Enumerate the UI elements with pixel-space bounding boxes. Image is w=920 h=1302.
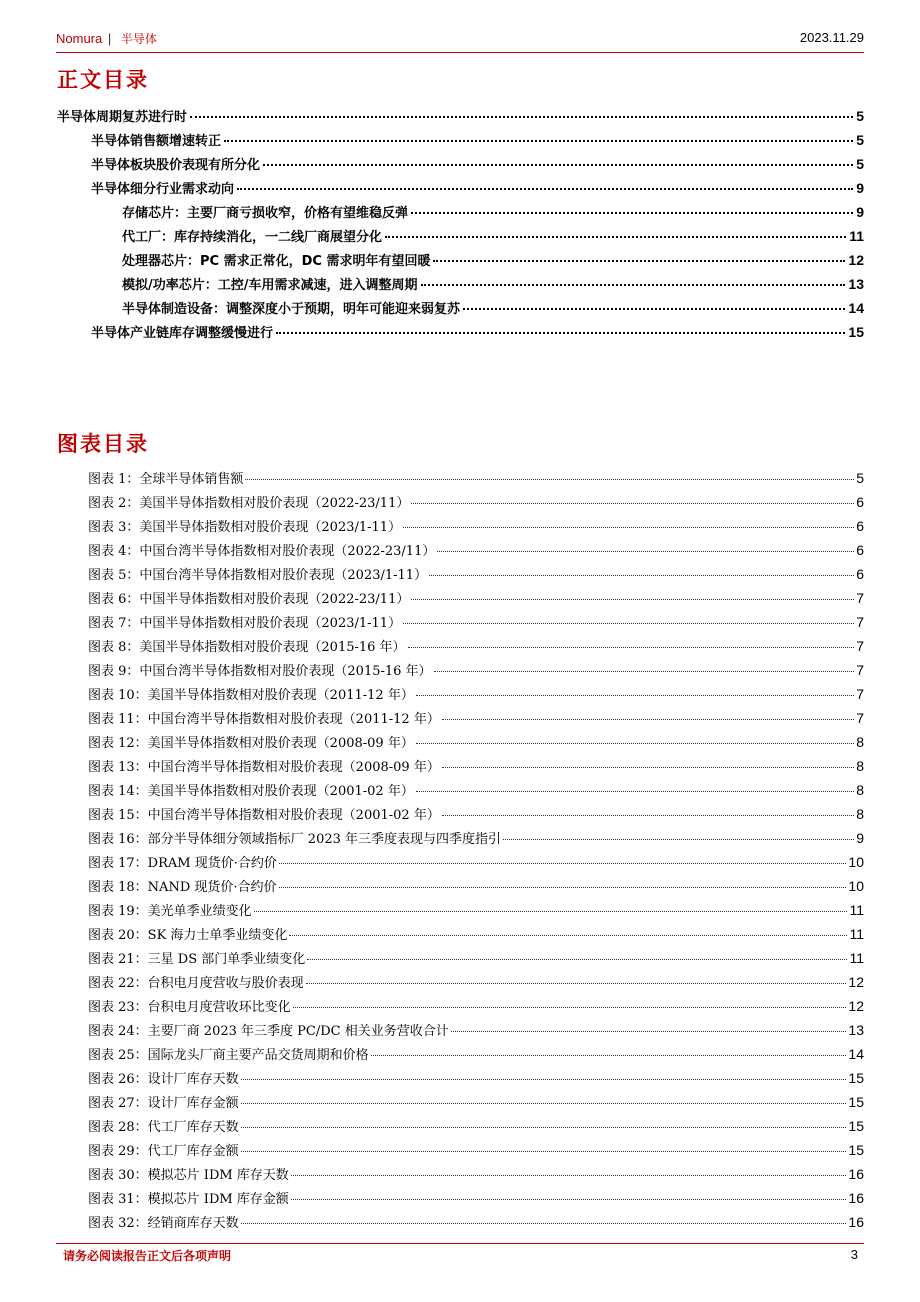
toc-entry[interactable] — [57, 106, 864, 126]
dot-leader — [411, 212, 853, 214]
toc-entry-page: 5 — [856, 156, 864, 172]
figure-entry[interactable] — [88, 1068, 864, 1088]
dot-leader — [241, 1223, 847, 1224]
dot-leader — [416, 743, 854, 744]
dot-leader — [371, 1055, 847, 1056]
figure-entry-label: 图表 2：美国半导体指数相对股价表现（2022-23/11） — [88, 496, 410, 511]
figure-entry-label: 图表 12：美国半导体指数相对股价表现（2008-09 年） — [88, 736, 414, 751]
toc-entry-label: 半导体板块股价表现有所分化 — [91, 158, 261, 173]
figure-entry-label: 图表 31：模拟芯片 IDM 库存金额 — [88, 1192, 289, 1207]
figure-entry-label: 图表 24：主要厂商 2023 年三季度 PC/DC 相关业务营收合计 — [88, 1024, 449, 1039]
figure-entry-page: 10 — [848, 854, 864, 870]
figure-entry-page: 15 — [848, 1094, 864, 1110]
figure-entry[interactable] — [88, 516, 864, 536]
dot-leader — [254, 911, 848, 912]
figure-entry-page: 12 — [848, 974, 864, 990]
figure-entry-label: 图表 28：代工厂库存天数 — [88, 1120, 239, 1135]
dot-leader — [307, 959, 847, 960]
dot-leader — [245, 479, 854, 480]
figure-entry-page: 6 — [856, 566, 864, 582]
toc-entry[interactable] — [122, 298, 864, 318]
figure-entry-page: 15 — [848, 1142, 864, 1158]
figure-entry-page: 8 — [856, 758, 864, 774]
dot-leader — [190, 116, 853, 118]
figure-entry-label: 图表 27：设计厂库存金额 — [88, 1096, 239, 1111]
toc-entry-label: 处理器芯片：PC 需求正常化，DC 需求明年有望回暖 — [122, 254, 431, 269]
figure-entry-label: 图表 5：中国台湾半导体指数相对股价表现（2023/1-11） — [88, 568, 428, 583]
figure-entry-page: 6 — [856, 494, 864, 510]
figure-entry[interactable] — [88, 708, 864, 728]
toc-entry-label: 存储芯片：主要厂商亏损收窄，价格有望维稳反弹 — [122, 206, 409, 221]
figure-entry[interactable] — [88, 660, 864, 680]
toc-entry[interactable] — [122, 250, 864, 270]
header-left — [56, 30, 157, 47]
figure-entry-label: 图表 32：经销商库存天数 — [88, 1216, 239, 1231]
figure-entry-label: 图表 6：中国半导体指数相对股价表现（2022-23/11） — [88, 592, 410, 607]
dot-leader — [276, 332, 845, 334]
figure-entry[interactable] — [88, 564, 864, 584]
dot-leader — [411, 503, 854, 504]
figure-entry-page: 11 — [849, 950, 864, 966]
dot-leader — [429, 575, 854, 576]
dot-leader — [442, 767, 854, 768]
header-separator: | — [107, 31, 112, 46]
figure-entry-page: 15 — [848, 1118, 864, 1134]
figure-entry-page: 6 — [856, 542, 864, 558]
toc-entry-page: 5 — [856, 108, 864, 124]
dot-leader — [291, 1175, 847, 1176]
dot-leader — [237, 188, 853, 190]
figure-entry-page: 8 — [856, 806, 864, 822]
page-number: 3 — [850, 1247, 858, 1262]
figure-entry-label: 图表 15：中国台湾半导体指数相对股价表现（2001-02 年） — [88, 808, 440, 823]
figure-entry-page: 13 — [848, 1022, 864, 1038]
dot-leader — [463, 308, 845, 310]
dot-leader — [416, 791, 854, 792]
figure-entry[interactable] — [88, 852, 864, 872]
figure-entry[interactable] — [88, 1212, 864, 1232]
figure-entry-page: 8 — [856, 734, 864, 750]
figure-entry[interactable] — [88, 612, 864, 632]
figure-entry[interactable] — [88, 1116, 864, 1136]
figure-entry[interactable] — [88, 1140, 864, 1160]
figure-entry-label: 图表 11：中国台湾半导体指数相对股价表现（2011-12 年） — [88, 712, 440, 727]
figure-entry-label: 图表 13：中国台湾半导体指数相对股价表现（2008-09 年） — [88, 760, 440, 775]
toc-entry[interactable] — [122, 274, 864, 294]
dot-leader — [241, 1127, 847, 1128]
toc-entry-page: 11 — [849, 228, 864, 244]
figure-entry-page: 7 — [856, 662, 864, 678]
figure-entry-label: 图表 19：美光单季业绩变化 — [88, 904, 252, 919]
figures-title: 图表目录 — [57, 432, 149, 456]
dot-leader — [442, 815, 854, 816]
dot-leader — [224, 140, 853, 142]
dot-leader — [279, 887, 847, 888]
toc-entry-page: 9 — [856, 204, 864, 220]
figure-entry[interactable] — [88, 636, 864, 656]
dot-leader — [451, 1031, 847, 1032]
figure-entry[interactable] — [88, 588, 864, 608]
figure-entry-page: 11 — [849, 926, 864, 942]
dot-leader — [408, 647, 855, 648]
figure-entry-page: 15 — [848, 1070, 864, 1086]
figure-entry-label: 图表 18：NAND 现货价·合约价 — [88, 880, 277, 895]
toc-entry[interactable] — [91, 154, 864, 174]
figure-entry[interactable] — [88, 468, 864, 488]
figure-entry[interactable] — [88, 1092, 864, 1112]
dot-leader — [403, 623, 854, 624]
toc-entry-label: 半导体产业链库存调整缓慢进行 — [91, 326, 274, 341]
dot-leader — [306, 983, 847, 984]
figure-entry-label: 图表 26：设计厂库存天数 — [88, 1072, 239, 1087]
figure-entry-page: 16 — [848, 1214, 864, 1230]
toc-entry-label: 半导体细分行业需求动向 — [91, 182, 235, 197]
dot-leader — [263, 164, 853, 166]
dot-leader — [279, 863, 847, 864]
toc-entry-page: 13 — [848, 276, 864, 292]
dot-leader — [289, 935, 847, 936]
toc-entry[interactable] — [91, 178, 864, 198]
figure-entry[interactable] — [88, 1020, 864, 1040]
figure-entry-page: 7 — [856, 614, 864, 630]
figure-entry-page: 7 — [856, 686, 864, 702]
dot-leader — [433, 260, 845, 262]
toc-entry-label: 代工厂：库存持续消化，一二线厂商展望分化 — [122, 230, 383, 245]
header-divider — [56, 52, 864, 53]
header-section: 半导体 — [120, 32, 157, 46]
brand-name: Nomura — [56, 31, 103, 46]
header-date: 2023.11.29 — [799, 30, 864, 45]
figure-entry-label: 图表 7：中国半导体指数相对股价表现（2023/1-11） — [88, 616, 402, 631]
dot-leader — [241, 1103, 847, 1104]
dot-leader — [434, 671, 855, 672]
toc-entry-label: 半导体周期复苏进行时 — [57, 110, 188, 125]
dot-leader — [293, 1007, 847, 1008]
figure-entry-page: 5 — [856, 470, 864, 486]
figure-entry[interactable] — [88, 900, 864, 920]
toc-entry-label: 模拟/功率芯片：工控/车用需求减速，进入调整周期 — [122, 278, 418, 293]
figure-entry[interactable] — [88, 1188, 864, 1208]
figure-entry-page: 6 — [856, 518, 864, 534]
toc-entry-label: 半导体制造设备：调整深度小于预期，明年可能迎来弱复苏 — [122, 302, 461, 317]
figure-entry[interactable] — [88, 540, 864, 560]
dot-leader — [241, 1079, 847, 1080]
figure-entry[interactable] — [88, 876, 864, 896]
page-header — [56, 30, 864, 52]
figure-entry-page: 14 — [848, 1046, 864, 1062]
figure-entry[interactable] — [88, 1164, 864, 1184]
figure-entry-label: 图表 23：台积电月度营收环比变化 — [88, 1000, 291, 1015]
figure-entry-page: 9 — [856, 830, 864, 846]
toc-entry[interactable] — [122, 226, 864, 246]
figure-entry-label: 图表 20：SK 海力士单季业绩变化 — [88, 928, 288, 943]
dot-leader — [442, 719, 854, 720]
dot-leader — [421, 284, 846, 286]
figure-entry-label: 图表 22：台积电月度营收与股价表现 — [88, 976, 304, 991]
toc-entry[interactable] — [91, 322, 864, 342]
footer-disclaimer[interactable]: 请务必阅读报告正文后各项声明 — [63, 1249, 232, 1263]
toc-entry[interactable] — [91, 130, 864, 150]
dot-leader — [385, 236, 846, 238]
figure-entry-page: 7 — [856, 710, 864, 726]
figure-entry-label: 图表 4：中国台湾半导体指数相对股价表现（2022-23/11） — [88, 544, 436, 559]
figure-entry[interactable] — [88, 972, 864, 992]
toc-entry-page: 12 — [848, 252, 864, 268]
dot-leader — [437, 551, 854, 552]
dot-leader — [411, 599, 854, 600]
dot-leader — [241, 1151, 847, 1152]
figure-entry-page: 7 — [856, 638, 864, 654]
dot-leader — [403, 527, 854, 528]
figure-entry-label: 图表 1：全球半导体销售额 — [88, 472, 244, 487]
figure-entry[interactable] — [88, 492, 864, 512]
figure-entry[interactable] — [88, 996, 864, 1016]
figure-entry-label: 图表 9：中国台湾半导体指数相对股价表现（2015-16 年） — [88, 664, 432, 679]
figure-entry-label: 图表 21：三星 DS 部门单季业绩变化 — [88, 952, 306, 967]
figure-entry[interactable] — [88, 1044, 864, 1064]
figure-entry-page: 16 — [848, 1190, 864, 1206]
figure-entry-page: 10 — [848, 878, 864, 894]
figure-entry-page: 12 — [848, 998, 864, 1014]
toc-entry-label: 半导体销售额增速转正 — [91, 134, 222, 149]
figure-entry-label: 图表 14：美国半导体指数相对股价表现（2001-02 年） — [88, 784, 414, 799]
figure-entry-page: 8 — [856, 782, 864, 798]
contents-title: 正文目录 — [57, 68, 149, 92]
figure-entry-page: 7 — [856, 590, 864, 606]
figure-entry[interactable] — [88, 756, 864, 776]
dot-leader — [416, 695, 854, 696]
figure-entry-label: 图表 16：部分半导体细分领域指标厂 2023 年三季度表现与四季度指引 — [88, 832, 502, 847]
figure-entry[interactable] — [88, 684, 864, 704]
figure-entry[interactable] — [88, 780, 864, 800]
figure-entry[interactable] — [88, 732, 864, 752]
toc-entry[interactable] — [122, 202, 864, 222]
toc-entry-page: 9 — [856, 180, 864, 196]
figure-entry-label: 图表 29：代工厂库存金额 — [88, 1144, 239, 1159]
figure-entry[interactable] — [88, 804, 864, 824]
figure-entry-label: 图表 30：模拟芯片 IDM 库存天数 — [88, 1168, 289, 1183]
figure-entry[interactable] — [88, 924, 864, 944]
dot-leader — [503, 839, 854, 840]
figure-entry-label: 图表 10：美国半导体指数相对股价表现（2011-12 年） — [88, 688, 414, 703]
dot-leader — [291, 1199, 847, 1200]
footer-divider — [56, 1243, 864, 1244]
figure-entry-label: 图表 17：DRAM 现货价·合约价 — [88, 856, 277, 871]
toc-entry-page: 15 — [848, 324, 864, 340]
toc-entry-page: 5 — [856, 132, 864, 148]
figure-entry-label: 图表 25：国际龙头厂商主要产品交货周期和价格 — [88, 1048, 369, 1063]
figure-entry-page: 11 — [849, 902, 864, 918]
figure-entry-label: 图表 8：美国半导体指数相对股价表现（2015-16 年） — [88, 640, 406, 655]
figure-entry-page: 16 — [848, 1166, 864, 1182]
figure-entry[interactable] — [88, 828, 864, 848]
toc-entry-page: 14 — [848, 300, 864, 316]
figure-entry-label: 图表 3：美国半导体指数相对股价表现（2023/1-11） — [88, 520, 402, 535]
figure-entry[interactable] — [88, 948, 864, 968]
